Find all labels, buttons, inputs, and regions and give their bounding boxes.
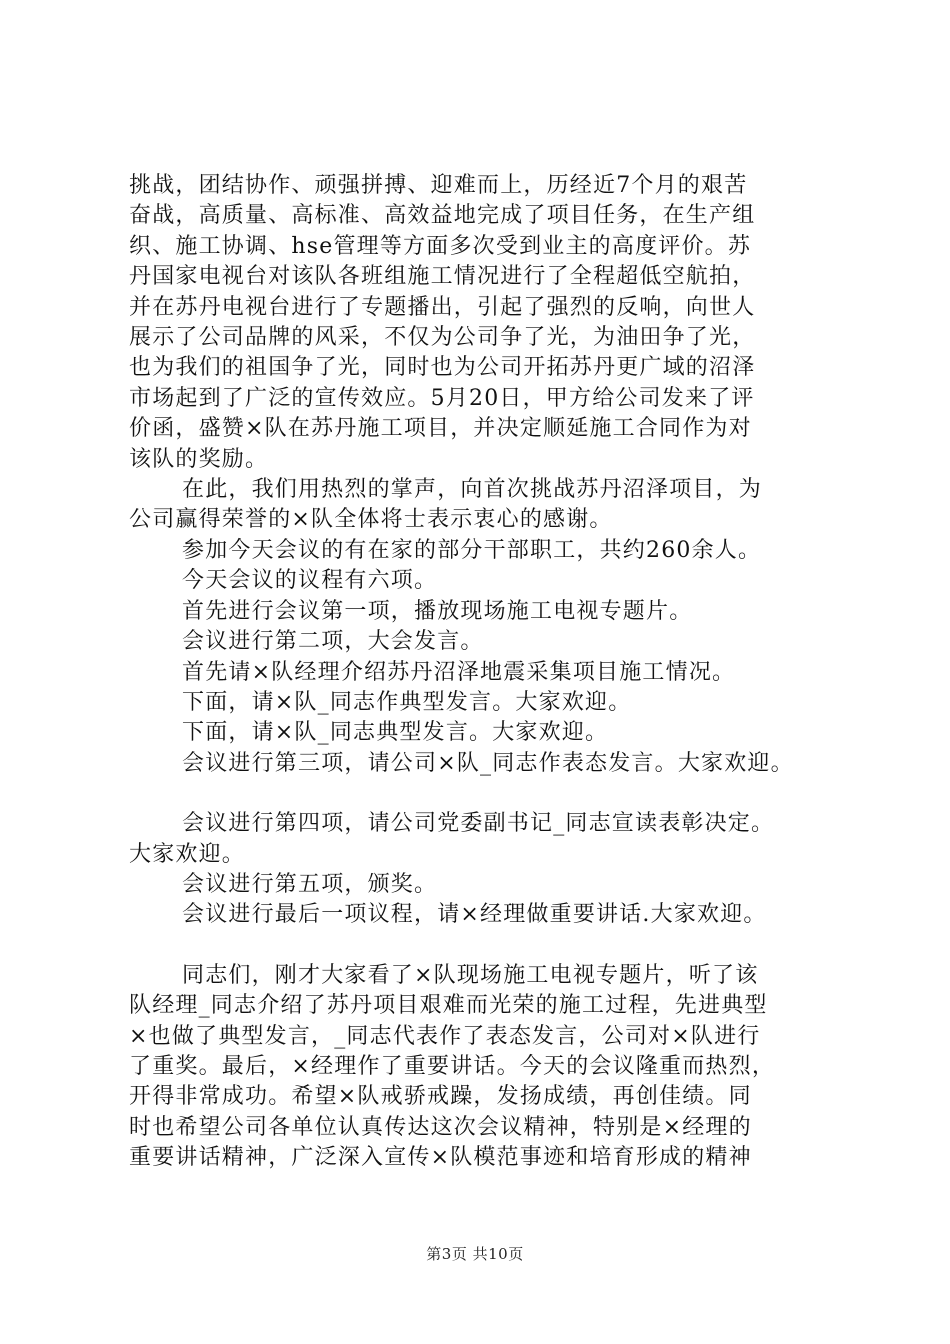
text-line: 并在苏丹电视台进行了专题播出，引起了强烈的反响，向世人 — [129, 294, 756, 320]
text-line: 也为我们的祖国争了光，同时也为公司开拓苏丹更广域的沼泽 — [129, 355, 756, 381]
paragraph — [129, 475, 841, 536]
text-line: 首先进行会议第一项，播放现场施工电视专题片。 — [182, 598, 693, 624]
text-line: 下面，请×队_同志作典型发言。大家欢迎。 — [182, 689, 632, 715]
text-line: 队经理_同志介绍了苏丹项目艰难而光荣的施工过程，先进典型 — [129, 993, 768, 1019]
paragraph — [129, 870, 841, 900]
text-line: 该队的奖励。 — [129, 446, 269, 472]
text-line: 丹国家电视台对该队各班组施工情况进行了全程超低空航拍， — [129, 264, 756, 290]
page-number-footer: 第3页 共10页 — [426, 1245, 524, 1263]
text-line: 开得非常成功。希望×队戒骄戒躁，发扬成绩，再创佳绩。同 — [129, 1084, 752, 1110]
paragraph-spacer — [129, 931, 841, 961]
text-line: 价函，盛赞×队在苏丹施工项目，并决定顺延施工合同作为对 — [129, 416, 752, 442]
text-line: 同志们，刚才大家看了×队现场施工电视专题片，听了该 — [182, 962, 759, 988]
paragraph — [129, 566, 841, 596]
paragraph — [129, 749, 841, 779]
text-line: 时也希望公司各单位认真传达这次会议精神，特别是×经理的 — [129, 1114, 752, 1140]
paragraph — [129, 900, 841, 930]
text-line: 会议进行第五项，颁奖。 — [182, 871, 438, 897]
paragraph — [129, 658, 841, 688]
paragraph — [129, 961, 841, 1174]
text-line: 首先请×队经理介绍苏丹沼泽地震采集项目施工情况。 — [182, 659, 736, 685]
paragraph — [129, 688, 841, 718]
document-body — [129, 171, 841, 1174]
text-line: 今天会议的议程有六项。 — [182, 568, 438, 594]
text-line: 会议进行第二项，大会发言。 — [182, 629, 484, 655]
paragraph — [129, 536, 841, 566]
text-line: 大家欢迎。 — [129, 841, 246, 867]
text-line: 市场起到了广泛的宣传效应。5月20日，甲方给公司发来了评 — [129, 385, 755, 411]
text-line: 挑战，团结协作、顽强拼搏、迎难而上，历经近7个月的艰苦 — [129, 173, 748, 198]
text-line: 下面，请×队_同志典型发言。大家欢迎。 — [182, 720, 609, 746]
text-line: 织、施工协调、hse管理等方面多次受到业主的高度评价。苏 — [129, 233, 752, 259]
paragraph — [129, 171, 841, 475]
paragraph — [129, 627, 841, 657]
text-line: 会议进行第三项，请公司×队_同志作表态发言。大家欢迎。 — [182, 750, 794, 776]
text-line: 参加今天会议的有在家的部分干部职工，共约260余人。 — [182, 537, 762, 563]
text-line: ×也做了典型发言，_同志代表作了表态发言，公司对×队进行 — [129, 1023, 761, 1049]
text-line: 了重奖。最后，×经理作了重要讲话。今天的会议隆重而热烈， — [129, 1053, 776, 1079]
text-line: 会议进行最后一项议程，请×经理做重要讲话.大家欢迎。 — [182, 902, 767, 928]
text-line: 展示了公司品牌的风采，不仅为公司争了光，为油田争了光， — [129, 325, 756, 351]
paragraph-spacer — [129, 779, 841, 809]
paragraph — [129, 597, 841, 627]
text-line: 在此，我们用热烈的掌声，向首次挑战苏丹沼泽项目，为 — [182, 477, 763, 503]
paragraph — [129, 809, 841, 870]
text-line: 奋战，高质量、高标准、高效益地完成了项目任务，在生产组 — [129, 203, 756, 229]
text-line: 会议进行第四项，请公司党委副书记_同志宣读表彰决定。 — [182, 811, 775, 837]
text-line: 公司赢得荣誉的×队全体将士表示衷心的感谢。 — [129, 507, 613, 533]
paragraph — [129, 718, 841, 748]
text-line: 重要讲话精神，广泛深入宣传×队模范事迹和培育形成的精神 — [129, 1145, 752, 1171]
